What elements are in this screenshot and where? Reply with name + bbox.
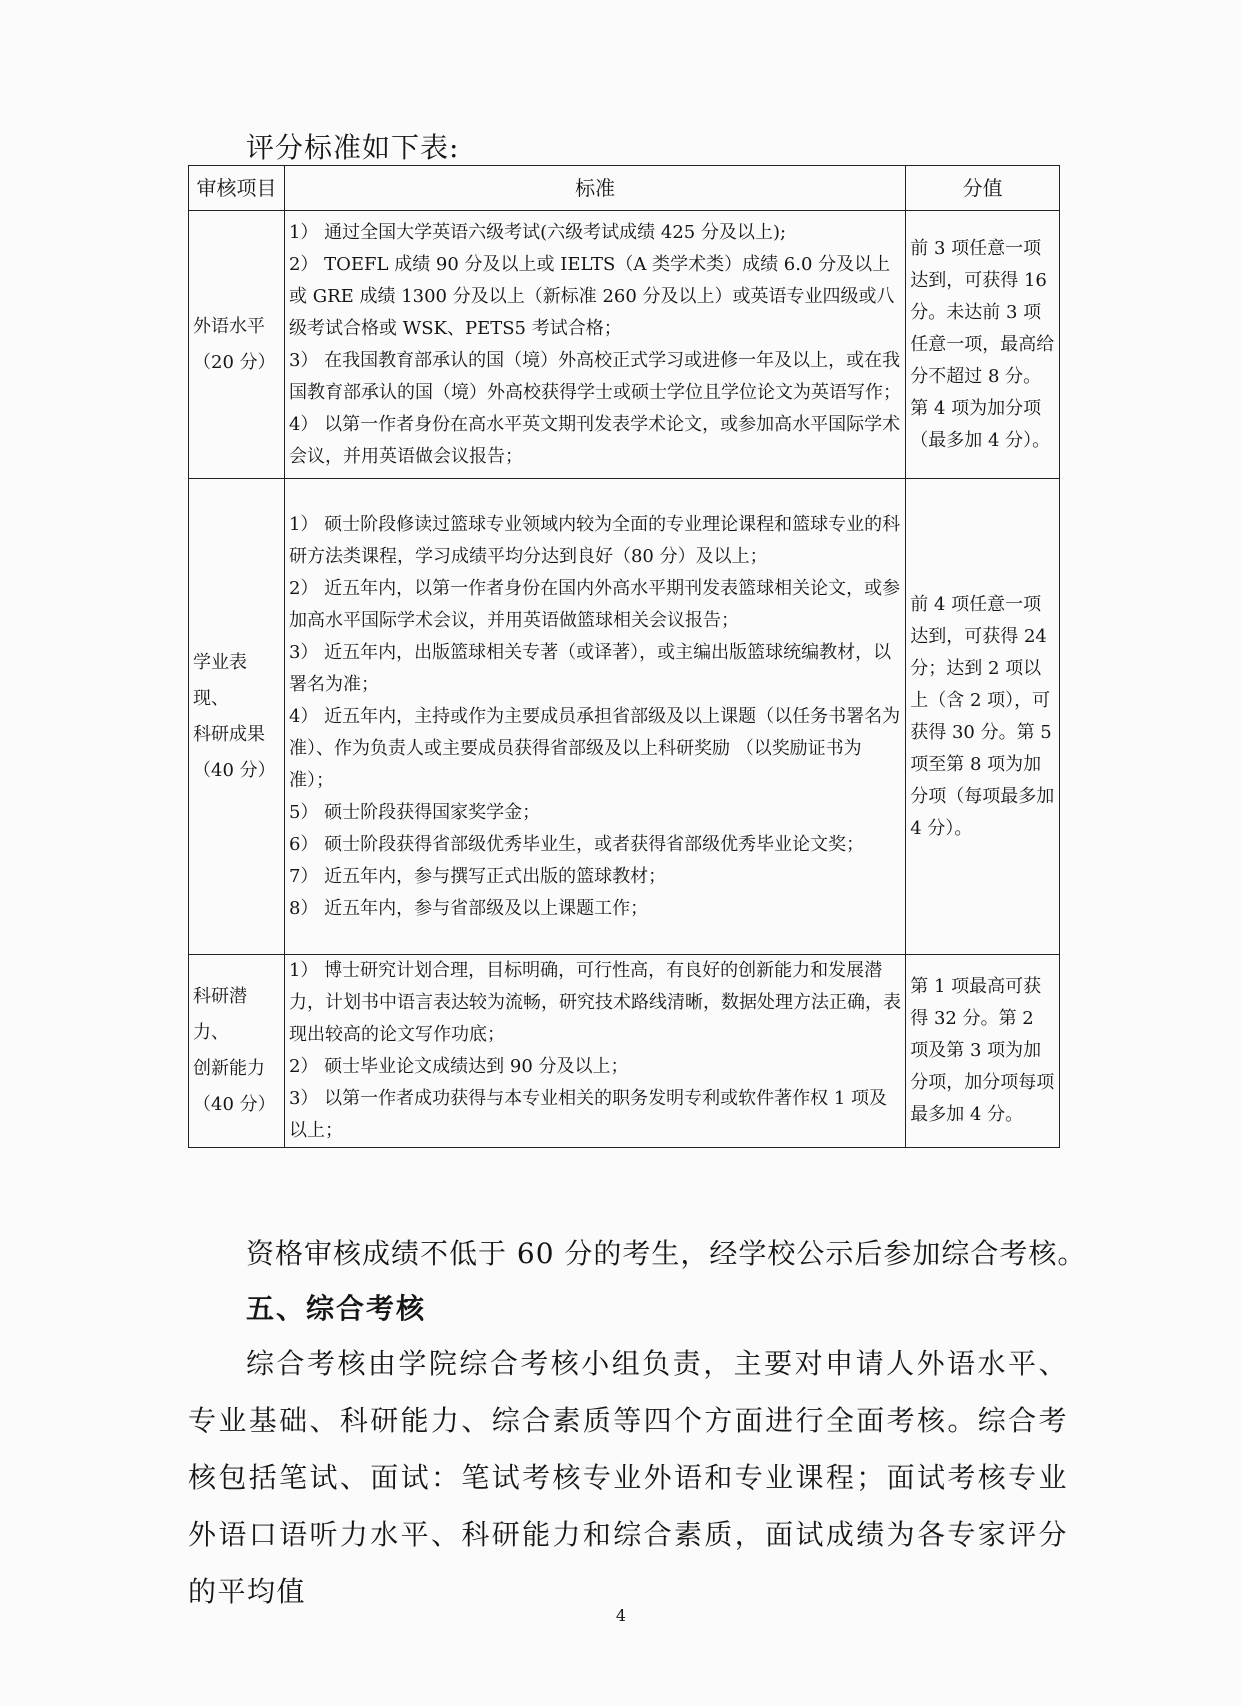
item-score: （40 分） — [193, 759, 276, 781]
criterion: 2） 近五年内，以第一作者身份在国内外高水平期刊发表篮球相关论文，或参加高水平国际学术会议，并用英语做篮球相关会议报告； — [288, 577, 901, 631]
criteria-cell — [284, 211, 905, 479]
criterion: 4） 以第一作者身份在高水平英文期刊发表学术论文，或参加高水平国际学术会议，并用英语做会议报告； — [288, 413, 901, 467]
table-intro: 评分标准如下表: — [246, 131, 460, 164]
item-name: 外语水平 — [193, 315, 265, 337]
after-table-paragraph: 资格审核成绩不低于 60 分的考生，经学校公示后参加综合考核。 — [246, 1237, 1087, 1270]
criterion: 6） 硕士阶段获得省部级优秀毕业生，或者获得省部级优秀毕业论文奖； — [288, 833, 865, 855]
criteria-cell — [284, 955, 905, 1148]
header-item: 审核项目 — [189, 166, 285, 211]
table-row-research-potential — [189, 955, 1060, 1148]
criterion: 1） 通过全国大学英语六级考试(六级考试成绩 425 分及以上); — [288, 221, 787, 243]
item-cell — [189, 955, 285, 1148]
table-row-foreign-language — [189, 211, 1060, 479]
points-cell: 第 1 项最高可获得 32 分。第 2 项及第 3 项为加分项，加分项每项最多加 4 分。 — [906, 955, 1060, 1148]
criterion: 4） 近五年内，主持或作为主要成员承担省部级及以上课题（以任务书署名为准）、作为负责人或主要成员获得省部级及以上科研奖励 （以奖励证书为准）； — [288, 705, 901, 791]
page-number: 4 — [615, 1606, 627, 1625]
header-points: 分值 — [906, 166, 1060, 211]
criterion: 3） 以第一作者成功获得与本专业相关的职务发明专利或软件著作权 1 项及以上； — [288, 1088, 888, 1141]
points-cell: 前 3 项任意一项达到，可获得 16 分。未达前 3 项任意一项，最高给分不超过 8 分。第 4 项为加分项（最多加 4 分）。 — [906, 211, 1060, 479]
criterion: 1） 硕士阶段修读过篮球专业领域内较为全面的专业理论课程和篮球专业的科研方法类课程，学习成绩平均分达到良好（80 分）及以上； — [288, 513, 901, 567]
item-cell — [189, 211, 285, 479]
criteria-cell — [284, 479, 905, 955]
criterion: 1） 博士研究计划合理，目标明确，可行性高，有良好的创新能力和发展潜力，计划书中语言表达较为流畅，研究技术路线清晰，数据处理方法正确，表现出较高的论文写作功底； — [288, 960, 901, 1045]
criterion: 7） 近五年内，参与撰写正式出版的篮球教材； — [288, 865, 667, 887]
header-criteria: 标准 — [284, 166, 905, 211]
criterion: 2） 硕士毕业论文成绩达到 90 分及以上； — [288, 1056, 629, 1077]
criterion: 3） 在我国教育部承认的国（境）外高校正式学习或进修一年及以上，或在我国教育部承认的国（境）外高校获得学士或硕士学位且学位论文为英语写作； — [288, 349, 901, 403]
criterion: 5） 硕士阶段获得国家奖学金； — [288, 801, 541, 823]
section-body: 综合考核由学院综合考核小组负责，主要对申请人外语水平、专业基础、科研能力、综合素质等四个方面进行全面考核。综合考核包括笔试、面试：笔试考核专业外语和专业课程；面试考核专业外语口语听力水平、科研能力和综合素质，面试成绩为各专家评分的平均值 — [188, 1347, 1068, 1608]
item-cell — [189, 479, 285, 955]
item-score: （20 分） — [193, 351, 276, 373]
item-name-line2: 科研成果 — [193, 723, 265, 745]
item-name: 科研潜力、 — [193, 986, 247, 1043]
item-name-line2: 创新能力 — [193, 1058, 265, 1079]
criterion: 8） 近五年内，参与省部级及以上课题工作； — [288, 897, 649, 919]
points-cell: 前 4 项任意一项达到，可获得 24 分；达到 2 项以上（含 2 项），可获得 30 分。第 5 项至第 8 项为加分项（每项最多加 4 分）。 — [906, 479, 1060, 955]
item-name: 学业表现、 — [193, 651, 247, 709]
criterion: 2） TOEFL 成绩 90 分及以上或 IELTS（A 类学术类）成绩 6.0 分及以上或 GRE 成绩 1300 分及以上（新标准 260 分及以上）或英语专业四级或八级考试合格或 WSK、PETS5 考试合格； — [288, 253, 895, 339]
section-heading: 五、综合考核 — [246, 1292, 427, 1325]
criterion: 3） 近五年内，出版篮球相关专著（或译著），或主编出版篮球统编教材，以署名为准； — [288, 641, 892, 695]
table-header-row — [189, 166, 1060, 211]
table-row-academic-performance — [189, 479, 1060, 955]
item-score: （40 分） — [193, 1094, 276, 1115]
scoring-table — [188, 165, 1060, 1148]
